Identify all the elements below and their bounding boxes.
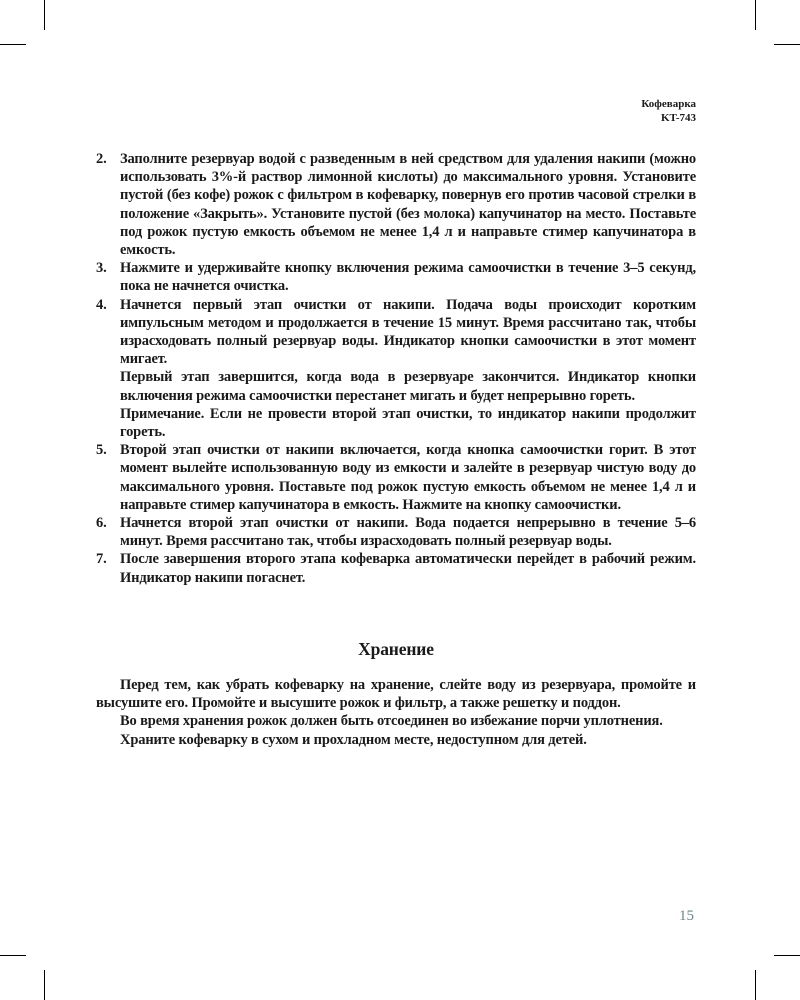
- step-number: 2.: [96, 151, 107, 167]
- header-product: Кофеварка: [641, 98, 696, 110]
- step-text: Первый этап завершится, когда вода в резервуаре закончится. Индикатор кнопки включения режима самоочистки перестанет мигать и будет непрерывно гореть.: [120, 369, 696, 404]
- step-text: Начнется второй этап очистки от накипи. Вода подается непрерывно в течение 5–6 минут. Время рассчитано так, чтобы израсходовать полный резервуар воды.: [120, 515, 696, 550]
- storage-section: [96, 676, 696, 749]
- step-text: Заполните резервуар водой с разведенным в ней средством для удаления накипи (можно использовать 3%-й раствор лимонной кислоты) до максимального уровня. Установите пустой (без кофе) рожок с фильтром в кофеварку, повернув его против часовой стрелки в положение «Закрыть». Установите пустой (без молока) капучинатор на место. Поставьте под рожок пустую емкость объемом не менее 1,4 л и направьте стимер капучинатора в емкость.: [120, 151, 696, 259]
- page-content: [96, 150, 696, 749]
- list-item: [96, 514, 696, 550]
- crop-mark-bottom-left-h: [0, 955, 26, 956]
- step-text: Начнется первый этап очистки от накипи. Подача воды происходит коротким импульсным методом и продолжается в течение 15 минут. Время рассчитано так, чтобы израсходовать полный резервуар воды. Индикатор кнопки самоочистки в этот момент мигает.: [120, 296, 696, 368]
- crop-mark-top-right: [755, 0, 756, 30]
- storage-paragraph: Во время хранения рожок должен быть отсоединен во избежание порчи уплотнения.: [120, 713, 663, 730]
- storage-paragraph: Перед тем, как убрать кофеварку на хранение, слейте воду из резервуара, промойте и высушите его. Промойте и высушите рожок и фильтр, а также решетку и поддон.: [96, 677, 696, 712]
- step-text: После завершения второго этапа кофеварка автоматически перейдет в рабочий режим. Индикатор накипи погаснет.: [120, 551, 696, 586]
- instruction-list: [96, 150, 696, 587]
- storage-paragraph: Храните кофеварку в сухом и прохладном месте, недоступном для детей.: [120, 731, 587, 748]
- step-number: 4.: [96, 296, 107, 313]
- crop-mark-top-right-h: [774, 44, 800, 45]
- list-item: [96, 441, 696, 514]
- crop-mark-top-left: [44, 0, 45, 30]
- section-title-storage: Хранение: [358, 638, 434, 659]
- step-number: 5.: [96, 442, 107, 459]
- header-model: KT-743: [660, 112, 696, 124]
- crop-mark-bottom-right: [755, 970, 756, 1000]
- crop-mark-bottom-left: [44, 970, 45, 1000]
- note-label: Примечание.: [120, 405, 205, 422]
- note-text: Если не провести второй этап очистки, то индикатор накипи продолжит гореть.: [120, 405, 696, 441]
- list-item: [96, 296, 696, 442]
- step-number: 7.: [96, 551, 107, 568]
- crop-mark-bottom-right-h: [774, 955, 800, 956]
- page-number: 15: [679, 908, 694, 924]
- step-number: 3.: [96, 260, 107, 277]
- step-note: [120, 405, 696, 441]
- list-item: [96, 150, 696, 259]
- list-item: [96, 550, 696, 586]
- list-item: [96, 259, 696, 295]
- step-text: Нажмите и удерживайте кнопку включения режима самоочистки в течение 3–5 секунд, пока не начнется очистка.: [120, 260, 696, 295]
- running-header: [641, 97, 696, 125]
- step-number: 6.: [96, 515, 107, 532]
- step-text: Второй этап очистки от накипи включается, когда кнопка самоочистки горит. В этот момент вылейте использованную воду из емкости и залейте в резервуар чистую воду до максимального уровня. Поставьте под рожок пустую емкость объемом не менее 1,4 л и направьте стимер капучинатора в емкость. Нажмите на кнопку самоочистки.: [120, 442, 696, 513]
- crop-mark-top-left-h: [0, 44, 26, 45]
